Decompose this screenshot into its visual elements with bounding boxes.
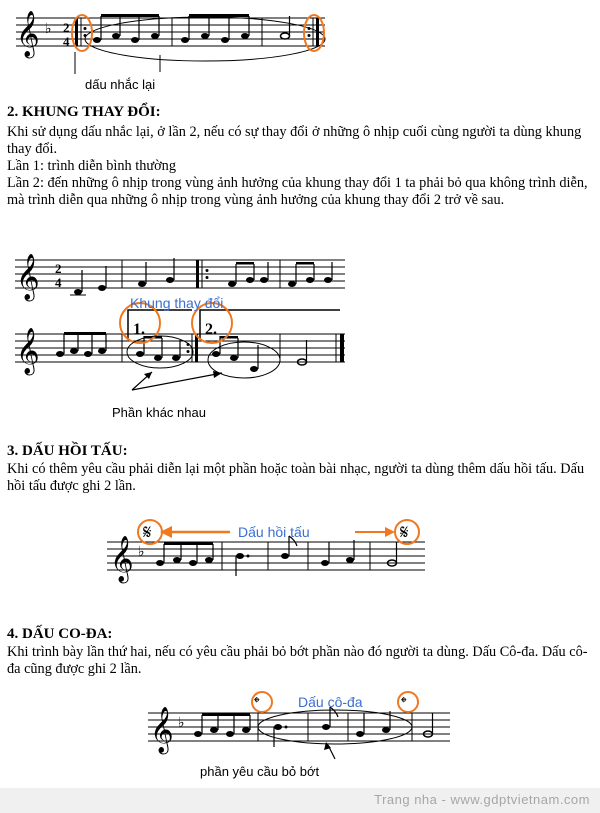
figure-coda (0, 690, 600, 782)
section3-paragraph: Khi có thêm yêu cầu phải diễn lại một phần hoặc toàn bài nhạc, người ta dùng thêm dấu hồi tấu. Dấu hồi tấu được ghi 2 lần. (7, 461, 585, 494)
coda-icon: 𝄌 (401, 693, 407, 712)
treble-clef-icon: 𝄞 (16, 254, 40, 300)
section2-paragraph-1: Khi sử dụng dấu nhắc lại, ở lần 2, nếu có sự thay đổi ở những ô nhịp cuối cùng người ta dùng khung thay đổi. (7, 124, 582, 157)
coda-icon: 𝄌 (254, 693, 260, 712)
section2-paragraph-2: Lần 1: trình diễn bình thường (7, 158, 176, 174)
section3-heading: 3. DẤU HỒI TẤU: (7, 443, 128, 459)
segno-icon: 𝄋 (400, 520, 409, 544)
section2-heading: 2. KHUNG THAY ĐỔI: (7, 104, 161, 120)
svg-text:4: 4 (63, 34, 70, 49)
svg-text:♭: ♭ (45, 21, 52, 37)
fig4-label: Dấu cô-đa (298, 694, 363, 710)
footer-site-link[interactable]: Trang nha - www.gdptvietnam.com (374, 792, 590, 807)
figure-first-second-endings (0, 240, 600, 430)
ending-2-label: 2. (205, 321, 217, 338)
treble-clef-icon: 𝄞 (150, 707, 174, 753)
fig2-label: Khung thay đổi (130, 295, 224, 311)
fig1-caption: dấu nhắc lại (85, 77, 156, 92)
figure-dal-segno (0, 510, 600, 590)
section4-heading: 4. DẤU CO-ĐA: (7, 626, 113, 642)
treble-clef-icon: 𝄞 (16, 328, 40, 374)
section4-paragraph: Khi trình bày lần thứ hai, nếu có yêu cầu phải bỏ bớt phần nào đó người ta dùng. Dấu Cô-đa. Dấu cô-đa cũng được ghi 2 lần. (7, 644, 588, 677)
svg-text:♭: ♭ (178, 715, 185, 731)
fig4-caption: phần yêu cầu bỏ bớt (200, 764, 320, 779)
section2-body (7, 124, 593, 209)
segno-icon: 𝄋 (143, 520, 152, 544)
svg-text:2: 2 (55, 261, 62, 276)
footer-bar (0, 788, 600, 813)
svg-text:♭: ♭ (138, 544, 145, 560)
svg-text:2: 2 (63, 20, 70, 35)
section2-paragraph-3: Lần 2: đến những ô nhịp trong vùng ảnh hưởng của khung thay đổi 1 ta phải bỏ qua không trình diễn, mà trình diễn qua những ô nhịp trong vùng ảnh hưởng của khung thay đổi 2 trở về sau. (7, 175, 588, 208)
fig3-label: Dấu hồi tấu (238, 524, 310, 540)
fig2-caption: Phần khác nhau (112, 405, 206, 420)
ending-1-label: 1. (133, 321, 145, 338)
figure-repeat-sign (0, 0, 600, 100)
treble-clef-icon: 𝄞 (110, 536, 134, 582)
treble-clef-icon: 𝄞 (16, 11, 40, 57)
svg-text:4: 4 (55, 275, 62, 290)
